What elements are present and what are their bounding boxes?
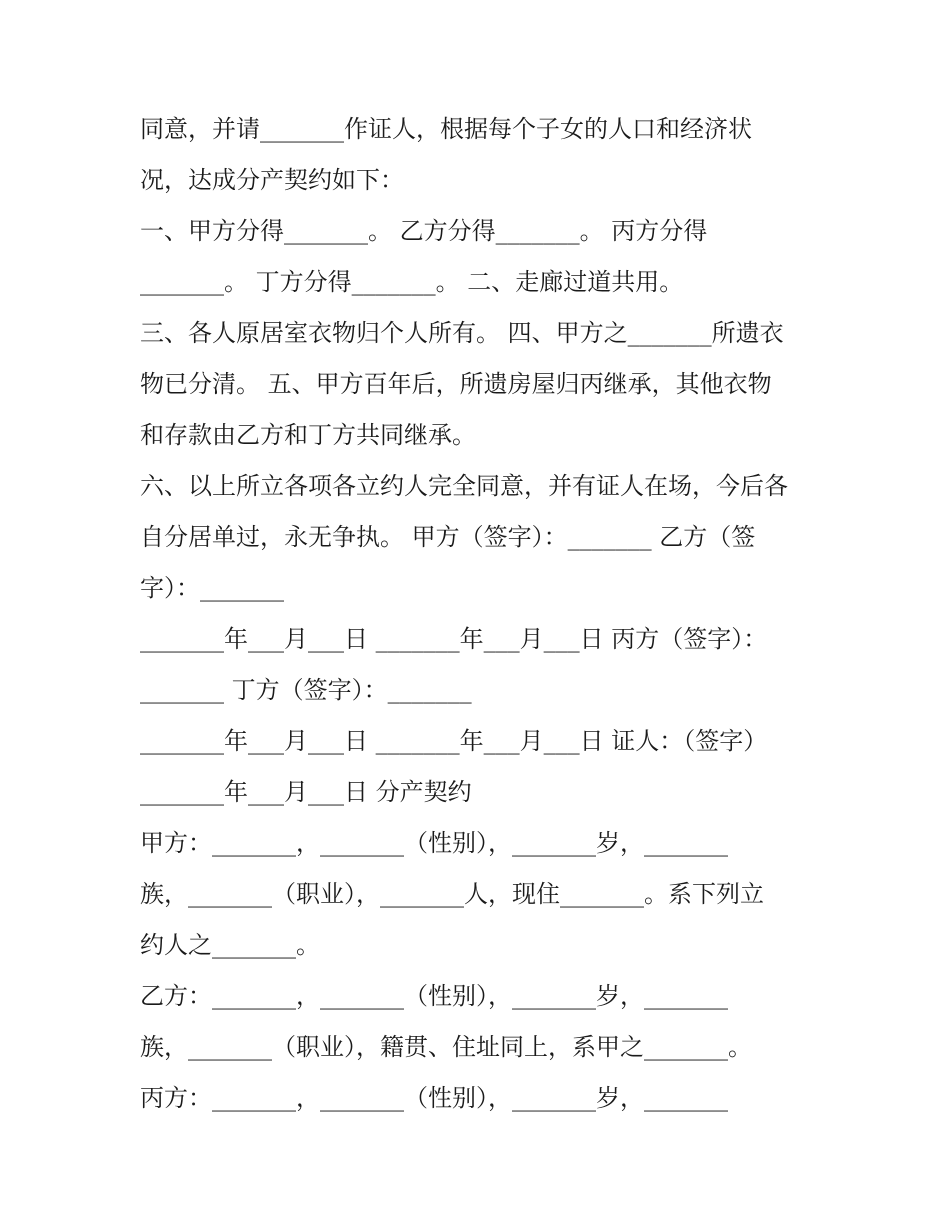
document-body bbox=[140, 104, 820, 1124]
text-line: 物已分清。 五、甲方百年后，所遗房屋归丙继承，其他衣物 bbox=[140, 370, 772, 398]
text-line: 丙方：_______，_______（性别），_______岁，_______ bbox=[140, 1084, 728, 1112]
text-line: 族，_______（职业），籍贯、住址同上，系甲之_______。 bbox=[140, 1033, 752, 1061]
text-line: _______年___月___日 _______年___月___日 证人：（签字） bbox=[140, 727, 768, 755]
text-line: 自分居单过，永无争执。 甲方（签字）：_______ 乙方（签 bbox=[140, 523, 756, 551]
text-line: 况，达成分产契约如下： bbox=[140, 166, 404, 194]
text-line: _______ 丁方（签字）：_______ bbox=[140, 676, 472, 704]
text-line: 同意，并请_______作证人，根据每个子女的人口和经济状 bbox=[140, 115, 752, 143]
text-line: 三、各人原居室衣物归个人所有。 四、甲方之_______所遗衣 bbox=[140, 319, 784, 347]
text-line: 族，_______（职业），_______人，现住_______。系下列立 bbox=[140, 880, 764, 908]
text-line: 和存款由乙方和丁方共同继承。 bbox=[140, 421, 476, 449]
text-line: _______年___月___日 分产契约 bbox=[140, 778, 472, 806]
text-line: 一、甲方分得_______。 乙方分得_______。 丙方分得 bbox=[140, 217, 708, 245]
text-line: 乙方：_______，_______（性别），_______岁，_______ bbox=[140, 982, 728, 1010]
text-line: 约人之_______。 bbox=[140, 931, 320, 959]
text-line: _______年___月___日 _______年___月___日 丙方（签字）： bbox=[140, 625, 768, 653]
text-line: 六、以上所立各项各立约人完全同意，并有证人在场，今后各 bbox=[140, 472, 788, 500]
text-line: _______。 丁方分得_______。 二、走廊过道共用。 bbox=[140, 268, 684, 296]
text-line: 字）：_______ bbox=[140, 574, 284, 602]
text-line: 甲方：_______，_______（性别），_______岁，_______ bbox=[140, 829, 728, 857]
